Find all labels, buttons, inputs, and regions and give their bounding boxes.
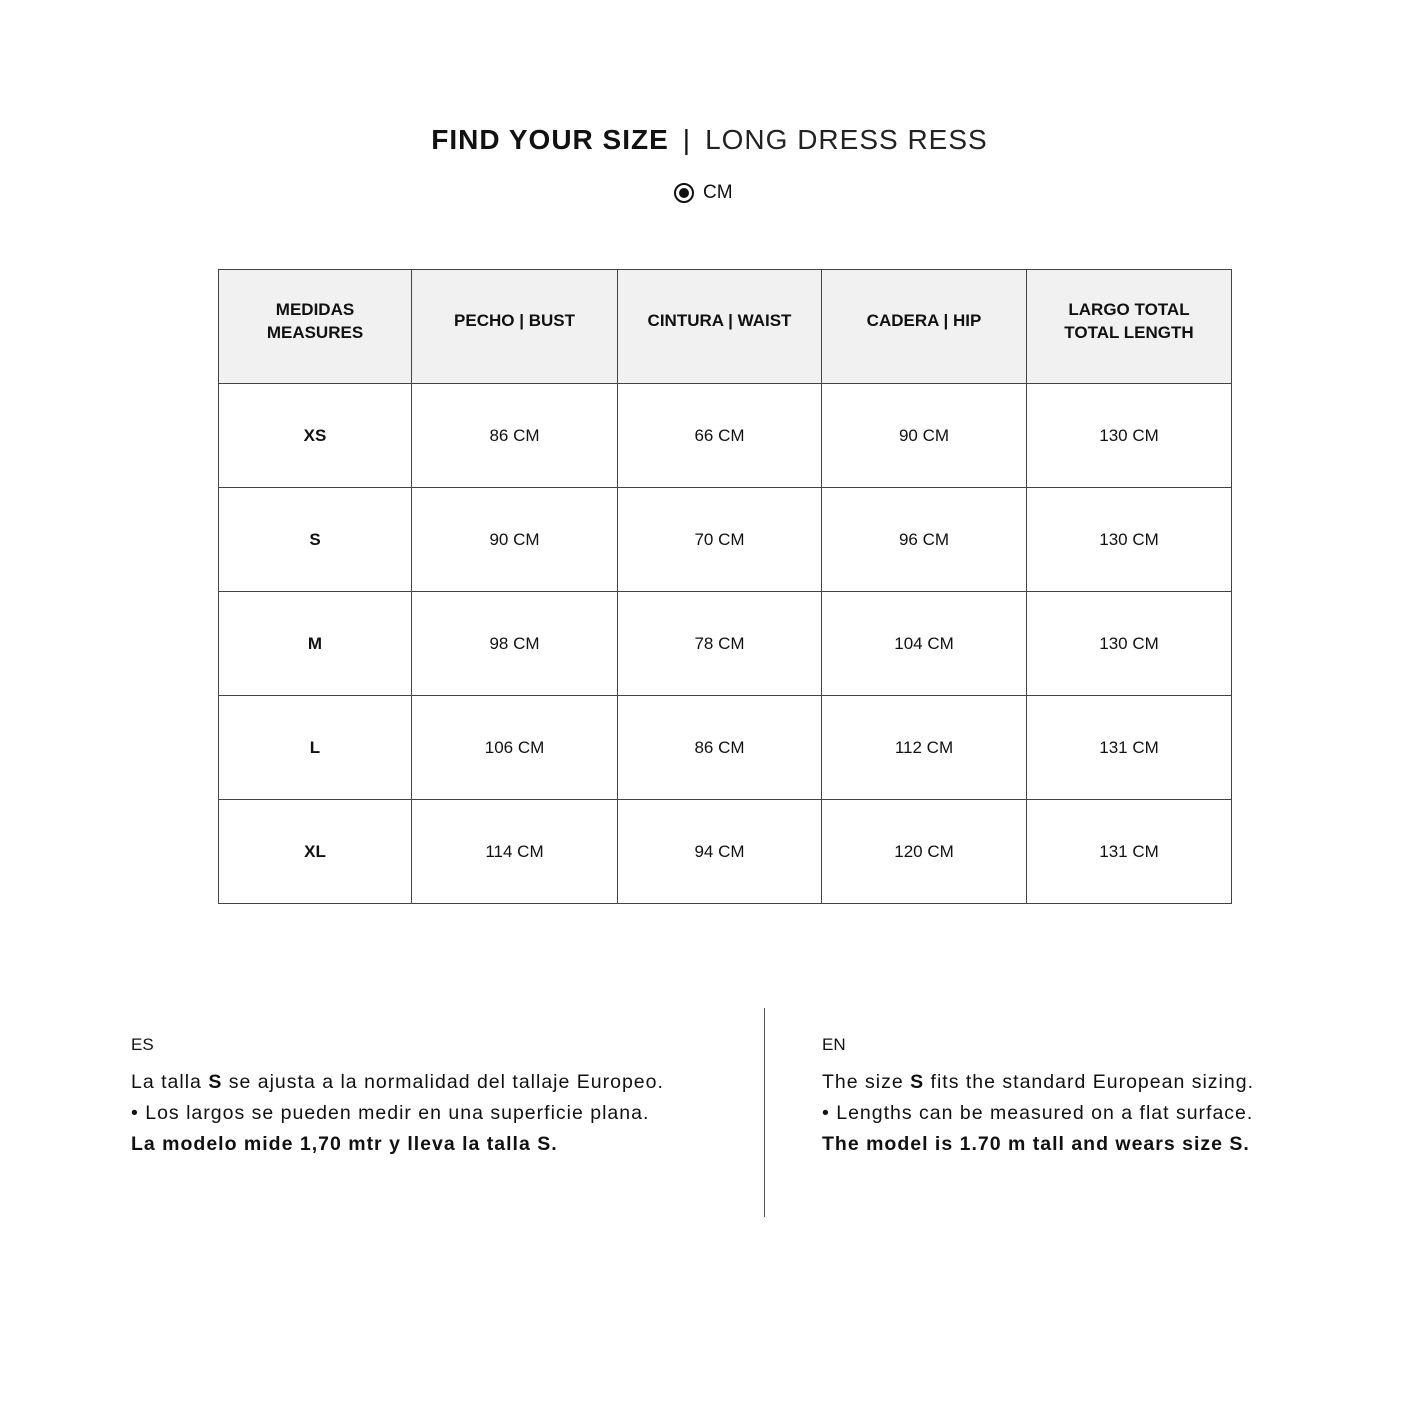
size-label-cell: S: [219, 488, 412, 592]
measurement-cell: 106 CM: [412, 696, 618, 800]
measurement-cell: 94 CM: [618, 800, 822, 904]
column-header-line2: TOTAL LENGTH: [1064, 322, 1194, 342]
notes-es-lang: ES: [131, 1035, 154, 1054]
measurement-cell: 86 CM: [412, 384, 618, 488]
column-header-line1: LARGO TOTAL: [1068, 299, 1190, 319]
notes-en-size: S: [910, 1071, 925, 1093]
notes-es-size: S: [208, 1071, 223, 1093]
unit-radio-cm[interactable]: [674, 183, 694, 203]
measurement-cell: 96 CM: [822, 488, 1027, 592]
notes-es-model: La modelo mide 1,70 mtr y lleva la talla S.: [131, 1133, 558, 1155]
measurement-cell: 130 CM: [1027, 488, 1232, 592]
notes-en: [822, 1035, 1254, 1160]
measurement-cell: 130 CM: [1027, 592, 1232, 696]
measurement-cell: 112 CM: [822, 696, 1027, 800]
radio-selected-dot: [679, 188, 689, 198]
notes-es-line1-a: La talla: [131, 1071, 209, 1093]
notes-en-line1-b: fits the standard European sizing.: [924, 1071, 1254, 1093]
notes-en-line1-a: The size: [822, 1071, 911, 1093]
column-header: [822, 270, 1027, 384]
size-label-cell: L: [219, 696, 412, 800]
table-row: [219, 696, 1232, 800]
measurement-cell: 78 CM: [618, 592, 822, 696]
measurement-cell: 130 CM: [1027, 384, 1232, 488]
table-row: [219, 384, 1232, 488]
column-header-line2: MEASURES: [266, 322, 364, 342]
column-header-text: [822, 309, 1026, 332]
column-header-line1: CINTURA | WAIST: [647, 311, 792, 330]
page-title: [0, 124, 1419, 156]
notes-en-model: The model is 1.70 m tall and wears size S.: [822, 1133, 1250, 1155]
measurement-cell: 114 CM: [412, 800, 618, 904]
column-header: [1027, 270, 1232, 384]
notes-en-line2: • Lengths can be measured on a flat surface.: [822, 1102, 1254, 1124]
notes-es-line2: • Los largos se pueden medir en una superficie plana.: [131, 1102, 650, 1124]
title-separator: |: [682, 124, 692, 155]
measurement-cell: 98 CM: [412, 592, 618, 696]
measurement-cell: 104 CM: [822, 592, 1027, 696]
title-main: FIND YOUR SIZE: [431, 124, 669, 155]
notes-es-line1: [131, 1067, 664, 1098]
table-body: [219, 384, 1232, 904]
table-row: [219, 800, 1232, 904]
column-header-text: [1027, 298, 1231, 344]
notes-es: [131, 1035, 664, 1160]
size-label-cell: XL: [219, 800, 412, 904]
measurement-cell: 120 CM: [822, 800, 1027, 904]
column-divider: [764, 1008, 765, 1217]
measurement-cell: 86 CM: [618, 696, 822, 800]
column-header: [618, 270, 822, 384]
unit-selector[interactable]: [674, 182, 733, 204]
column-header-line1: CADERA | HIP: [866, 311, 982, 330]
notes-en-line3: [822, 1129, 1254, 1160]
column-header-text: [412, 309, 617, 332]
measurement-cell: 70 CM: [618, 488, 822, 592]
measurement-cell: 90 CM: [822, 384, 1027, 488]
title-product: LONG DRESS RESS: [705, 124, 988, 155]
measurement-cell: 131 CM: [1027, 696, 1232, 800]
notes-es-line1-b: se ajusta a la normalidad del tallaje Europeo.: [222, 1071, 664, 1093]
notes-es-line3: [131, 1129, 664, 1160]
column-header-line1: PECHO | BUST: [454, 311, 575, 330]
table-row: [219, 592, 1232, 696]
table-row: [219, 488, 1232, 592]
column-header: [412, 270, 618, 384]
size-label-cell: M: [219, 592, 412, 696]
column-header-text: [219, 298, 411, 344]
size-label-cell: XS: [219, 384, 412, 488]
column-header-line1: MEDIDAS: [275, 299, 355, 319]
measurement-cell: 66 CM: [618, 384, 822, 488]
size-table: [218, 269, 1232, 904]
unit-label: CM: [703, 182, 733, 203]
column-header-text: [618, 309, 821, 332]
measurement-cell: 90 CM: [412, 488, 618, 592]
measurement-cell: 131 CM: [1027, 800, 1232, 904]
notes-en-lang: EN: [822, 1035, 846, 1054]
column-header: [219, 270, 412, 384]
table-header-row: [219, 270, 1232, 384]
notes-en-line1: [822, 1067, 1254, 1098]
